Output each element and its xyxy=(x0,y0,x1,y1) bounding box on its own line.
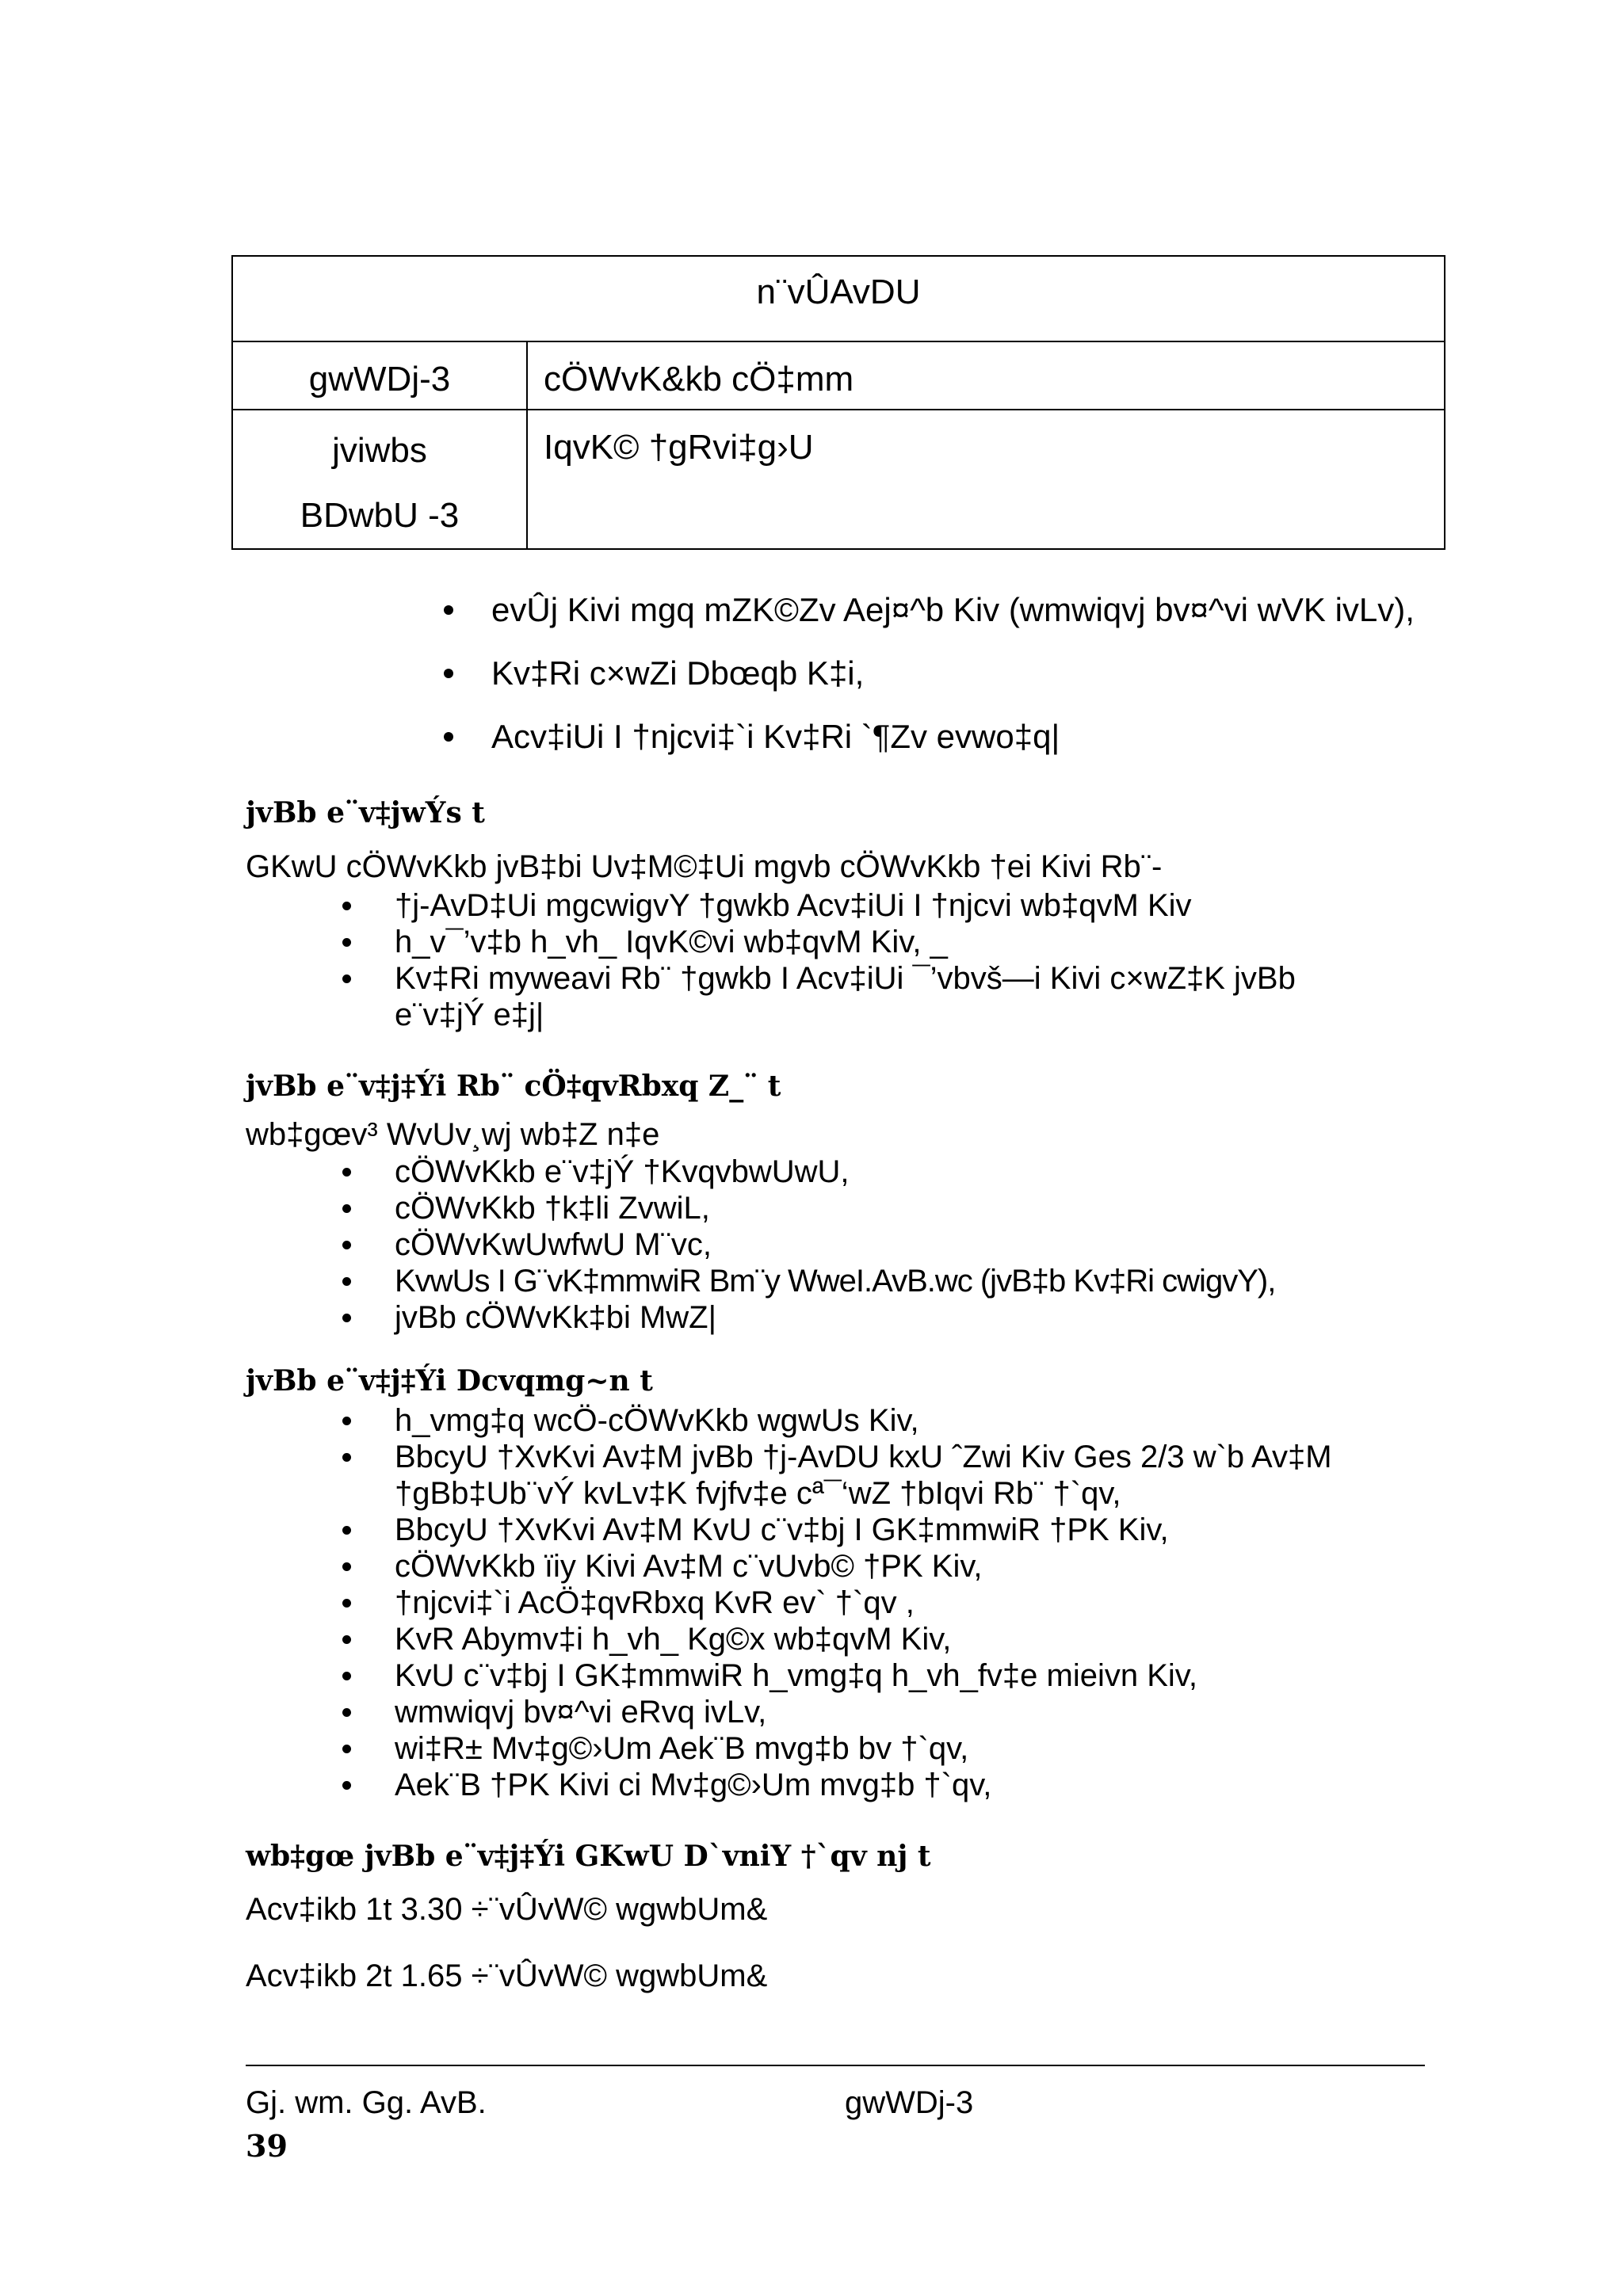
list-item: cÖWvKwUwfwU M¨vc, xyxy=(342,1226,1275,1263)
unit-label-1: jviwbs xyxy=(332,431,427,470)
list-item-continuation: e¨v‡jÝ e‡j| xyxy=(395,997,544,1032)
methods-list xyxy=(342,1402,1332,1803)
list-item: BbcyU †XvKvi Av‡M KvU c¨v‡bj I GK‡mmwiR †PK Kiv, xyxy=(342,1512,1332,1548)
list-item: KvR Abymv‡i h_vh_ Kg©x wb‡qvM Kiv, xyxy=(342,1621,1332,1657)
list-item: h_v¯’v‡b h_vh_ IqvK©vi wb‡qvM Kiv, _ xyxy=(342,924,1296,960)
list-item: wmwiqvj bv¤^vi eRvq ivLv, xyxy=(342,1694,1332,1730)
list-item: Acv‡iUi I †njcvi‡`i Kv‡Ri `¶Zv evwo‡q| xyxy=(444,713,1415,776)
required-info-list xyxy=(342,1154,1275,1336)
example-line-1: Acv‡ikb 1t 3.30 ÷¨vÛvW© wgwbUm& xyxy=(246,1892,768,1927)
list-item: †j-AvD‡Ui mgcwigvY †gwkb Acv‡iUi I †njcvi wb‡qvM Kiv xyxy=(342,887,1296,924)
list-item: evÛj Kivi mgq mZK©Zv Aej¤^b Kiv (wmwiqvj bv¤^vi wVK ivLv), xyxy=(444,586,1415,650)
line-balance-list xyxy=(342,887,1296,1033)
page-number: 39 xyxy=(246,2128,288,2164)
list-item: KvwUs I G¨vK‡mmwiR Bm¨y WweI.AvB.wc (jvB‡b Kv‡Ri cwigvY), xyxy=(342,1263,1275,1299)
list-item: Kv‡Ri myweavi Rb¨ †gwkb I Acv‡iUi ¯’vbvš—i Kivi c×wZ‡K jvBb xyxy=(342,960,1296,997)
list-item: wi‡R± Mv‡g©›Um Aek¨B mvg‡b bv †`qv, xyxy=(342,1730,1332,1767)
footer-divider xyxy=(246,2065,1425,2066)
unit-title-cell: IqvK© †gRvi‡g›U xyxy=(527,410,1445,549)
module-title-cell: cÖWvK&kb cÖ‡mm xyxy=(527,341,1445,410)
list-item: h_vmg‡q wcÖ-cÖWvKkb wgwUs Kiv, xyxy=(342,1402,1332,1439)
section-intro: wb‡gœv³ WvUv¸wj wb‡Z n‡e xyxy=(246,1117,660,1152)
top-bullet-list xyxy=(444,586,1415,776)
list-item: cÖWvKkb e¨v‡jÝ †KvqvbwUwU, xyxy=(342,1154,1275,1190)
list-item: Kv‡Ri c×wZi Dbœqb K‡i, xyxy=(444,650,1415,713)
section-heading-example: wb‡gœ jvBb e¨v‡j‡Ýi GKwU D`vniY †`qv nj t xyxy=(246,1840,931,1873)
footer-institute: Gj. wm. Gg. AvB. xyxy=(246,2085,487,2120)
unit-label-2: BDwbU -3 xyxy=(300,496,460,535)
section-heading-required-info: jvBb e¨v‡j‡Ýi Rb¨ cÖ‡qvRbxq Z_¨ t xyxy=(246,1070,781,1103)
list-item: jvBb cÖWvKk‡bi MwZ| xyxy=(342,1299,1275,1336)
list-item: cÖWvKkb ïiy Kivi Av‡M c¨vUvb© †PK Kiv, xyxy=(342,1548,1332,1585)
section-heading-methods: jvBb e¨v‡j‡Ýi Dcvqmg~n t xyxy=(246,1364,653,1398)
list-item: †njcvi‡`i AcÖ‡qvRbxq KvR ev` †`qv , xyxy=(342,1585,1332,1621)
table-title: n¨vÛAvDU xyxy=(232,256,1445,341)
unit-cell xyxy=(232,410,527,549)
list-item: Aek¨B †PK Kivi ci Mv‡g©›Um mvg‡b †`qv, xyxy=(342,1767,1332,1803)
list-item: KvU c¨v‡bj I GK‡mmwiR h_vmg‡q h_vh_fv‡e mieivn Kiv, xyxy=(342,1657,1332,1694)
list-item-continuation: †gBb‡Ub¨vÝ kvLv‡K fvjfv‡e cª¯‘wZ †bIqvi Rb¨ †`qv, xyxy=(395,1476,1121,1511)
module-header-table xyxy=(231,255,1445,550)
module-number-cell: gwWDj-3 xyxy=(232,341,527,410)
example-line-2: Acv‡ikb 2t 1.65 ÷¨vÛvW© wgwbUm& xyxy=(246,1958,768,1993)
section-heading-line-balance: jvBb e¨v‡jwÝs t xyxy=(246,796,485,830)
section-intro: GKwU cÖWvKkb jvB‡bi Uv‡M©‡Ui mgvb cÖWvKkb †ei Kivi Rb¨- xyxy=(246,849,1163,884)
list-item: BbcyU †XvKvi Av‡M jvBb †j-AvDU kxU ˆZwi Kiv Ges 2/3 w`b Av‡M xyxy=(342,1439,1332,1475)
footer-module: gwWDj-3 xyxy=(845,2085,974,2120)
list-item: cÖWvKkb †k‡li ZvwiL, xyxy=(342,1190,1275,1226)
